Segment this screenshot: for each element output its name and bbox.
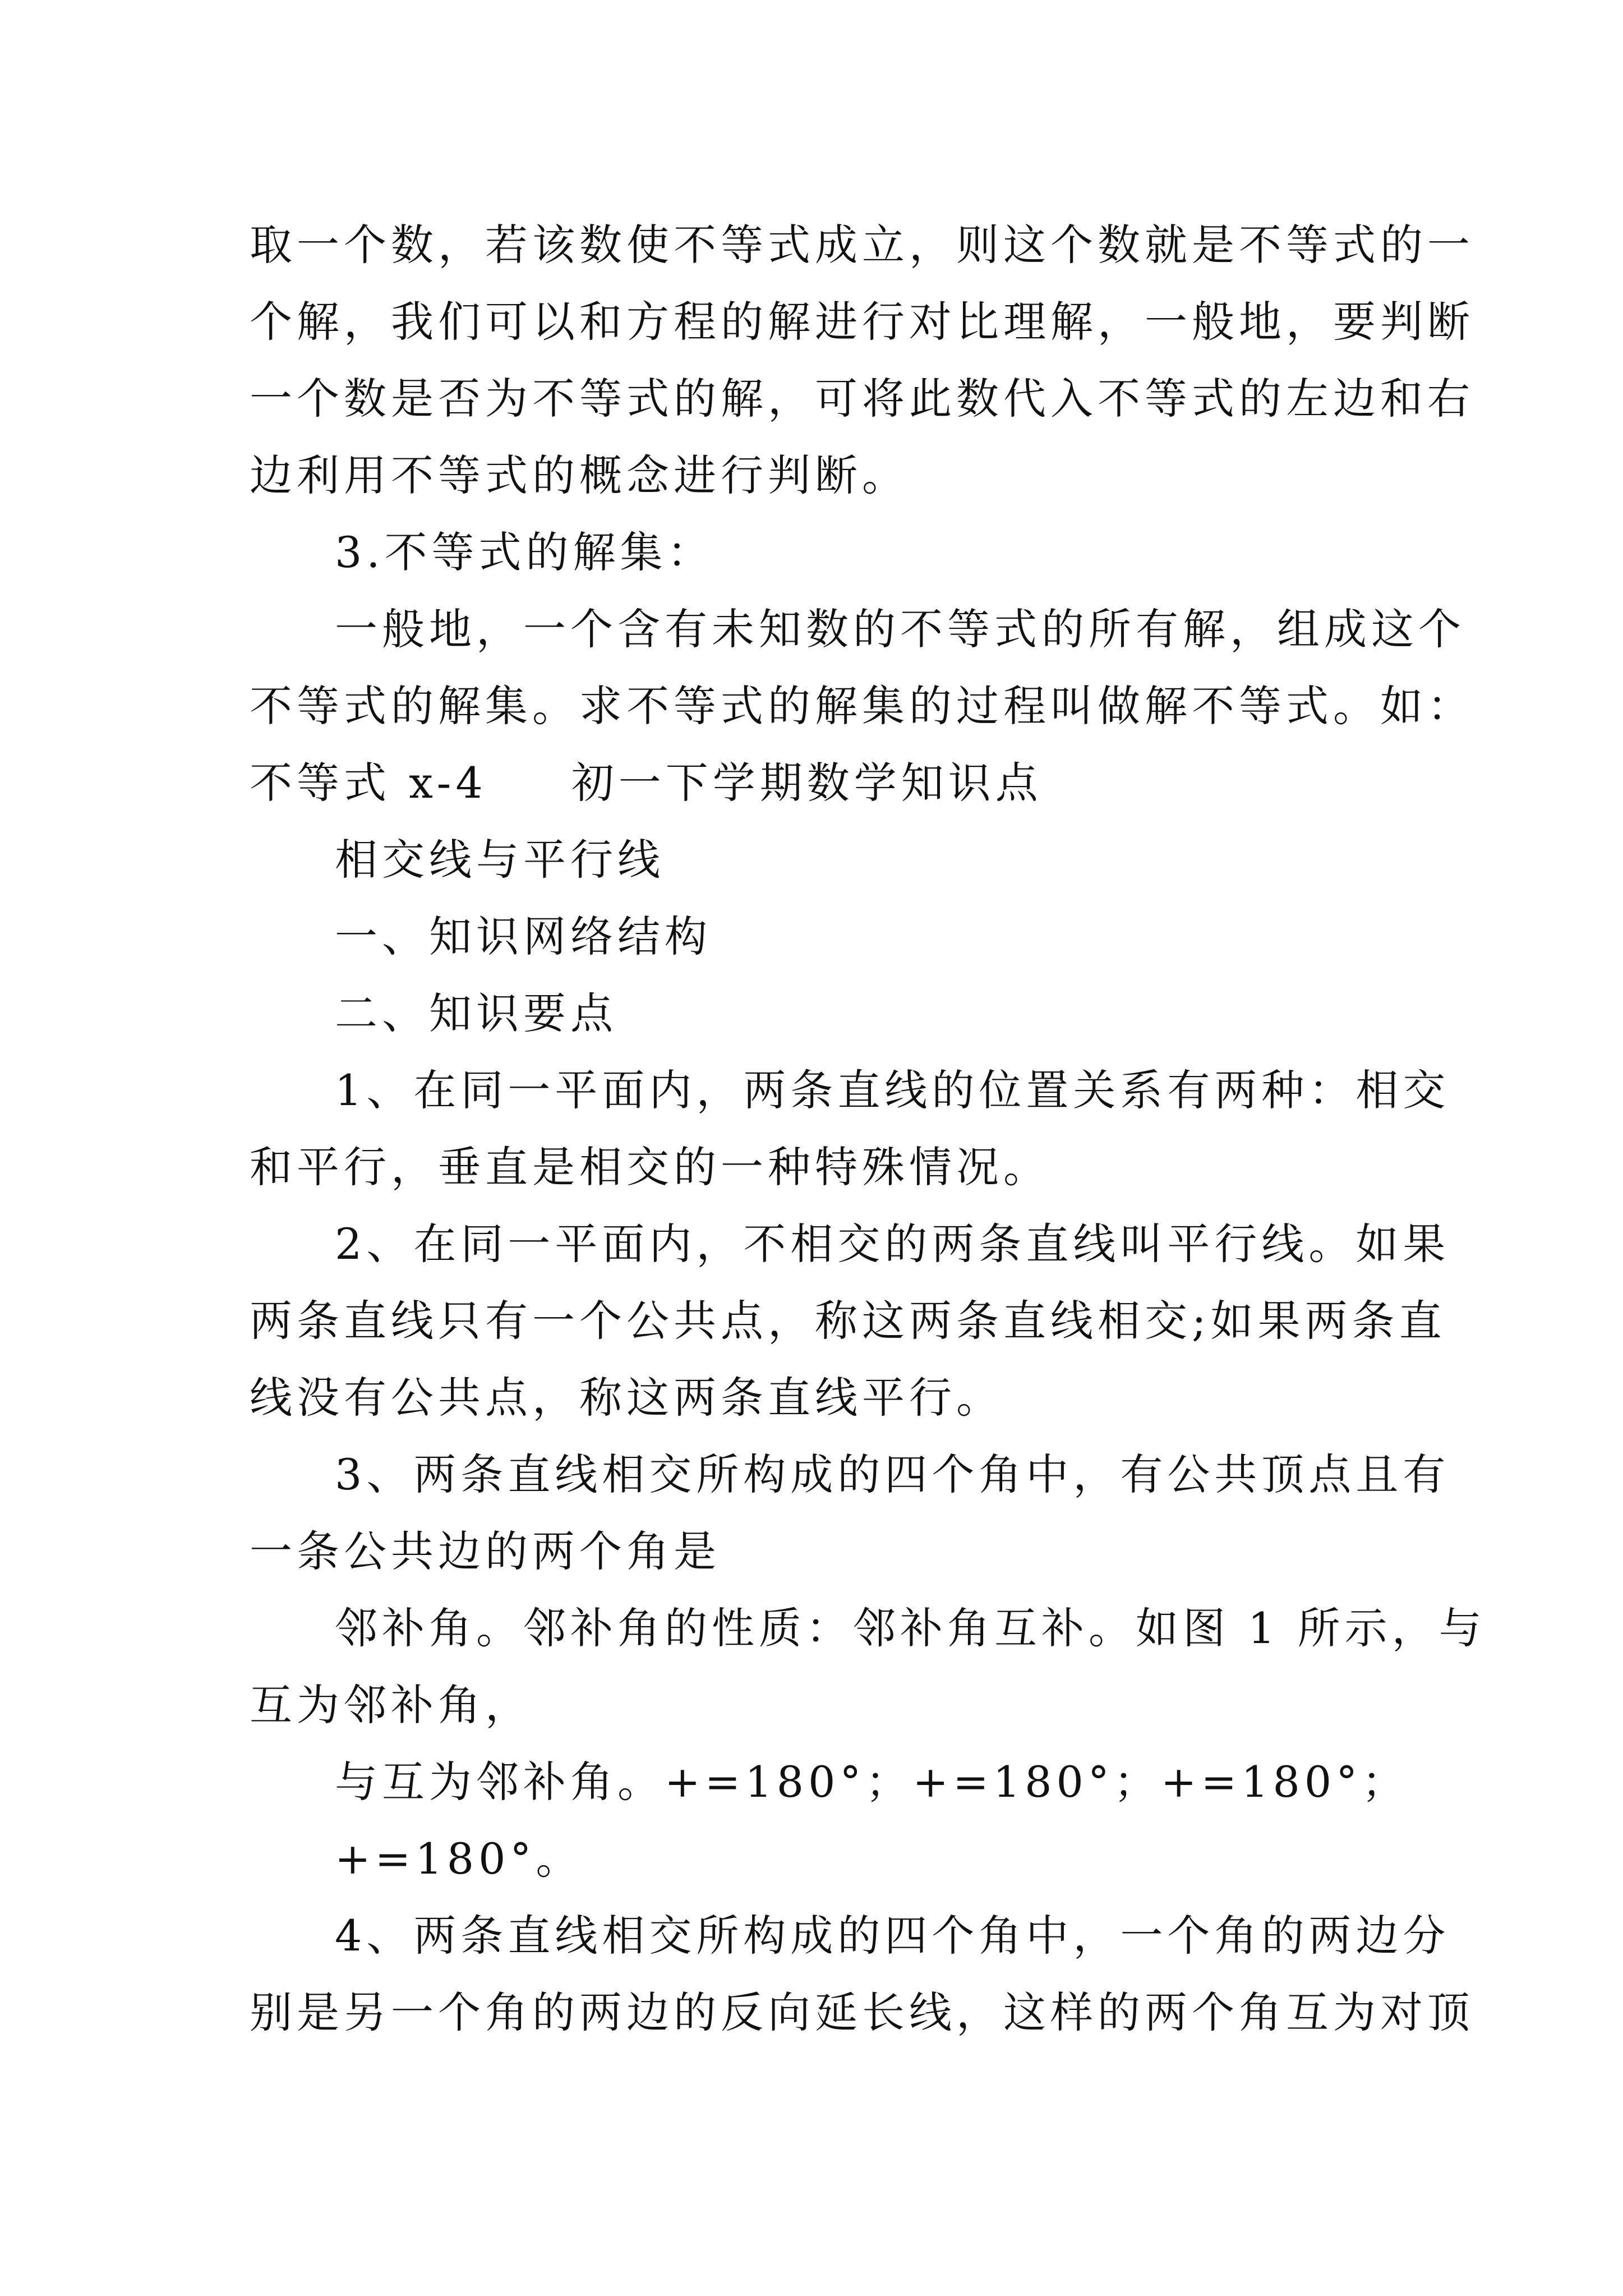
document-body bbox=[250, 206, 1486, 2051]
text-line: 不等式的解集。求不等式的解集的过程叫做解不等式。如： bbox=[250, 681, 1474, 731]
text-line: 线没有公共点，称这两条直线平行。 bbox=[250, 1373, 1003, 1423]
text-line: 边利用不等式的概念进行判断。 bbox=[250, 450, 909, 500]
text-line: 互为邻补角， bbox=[250, 1680, 532, 1730]
text-line: 别是另一个角的两边的反向延长线，这样的两个角互为对顶 bbox=[250, 1987, 1474, 2037]
section-heading: 3.不等式的解集： bbox=[335, 527, 714, 577]
text-fragment: 不等式 x-4 bbox=[250, 758, 487, 808]
text-line: 4、两条直线相交所构成的四个角中，一个角的两边分 bbox=[335, 1911, 1450, 1961]
text-line: 与互为邻补角。+=180°；+=180°；+=180°； bbox=[335, 1757, 1409, 1807]
text-line: 一条公共边的两个角是 bbox=[250, 1526, 721, 1576]
text-line-with-title bbox=[250, 744, 1382, 821]
text-line: 1、在同一平面内，两条直线的位置关系有两种：相交 bbox=[335, 1065, 1450, 1115]
text-line: 个解，我们可以和方程的解进行对比理解，一般地，要判断 bbox=[250, 297, 1474, 347]
text-line: 一个数是否为不等式的解，可将此数代入不等式的左边和右 bbox=[250, 374, 1474, 424]
text-line: +=180°。 bbox=[335, 1834, 583, 1884]
inline-title: 初一下学期数学知识点 bbox=[571, 758, 1043, 808]
text-line: 邻补角。邻补角的性质：邻补角互补。如图 1 所示，与 bbox=[335, 1603, 1486, 1653]
section-heading: 二、知识要点 bbox=[335, 988, 617, 1038]
text-line: 取一个数，若该数使不等式成立，则这个数就是不等式的一 bbox=[250, 220, 1474, 270]
text-line: 3、两条直线相交所构成的四个角中，有公共顶点且有 bbox=[335, 1450, 1450, 1499]
section-heading: 相交线与平行线 bbox=[335, 835, 665, 885]
text-line: 两条直线只有一个公共点，称这两条直线相交;如果两条直 bbox=[250, 1296, 1446, 1346]
text-line: 和平行，垂直是相交的一种特殊情况。 bbox=[250, 1142, 1050, 1192]
text-line: 一般地，一个含有未知数的不等式的所有解，组成这个 bbox=[335, 604, 1465, 654]
section-heading: 一、知识网络结构 bbox=[335, 912, 712, 961]
text-line: 2、在同一平面内，不相交的两条直线叫平行线。如果 bbox=[335, 1219, 1450, 1269]
